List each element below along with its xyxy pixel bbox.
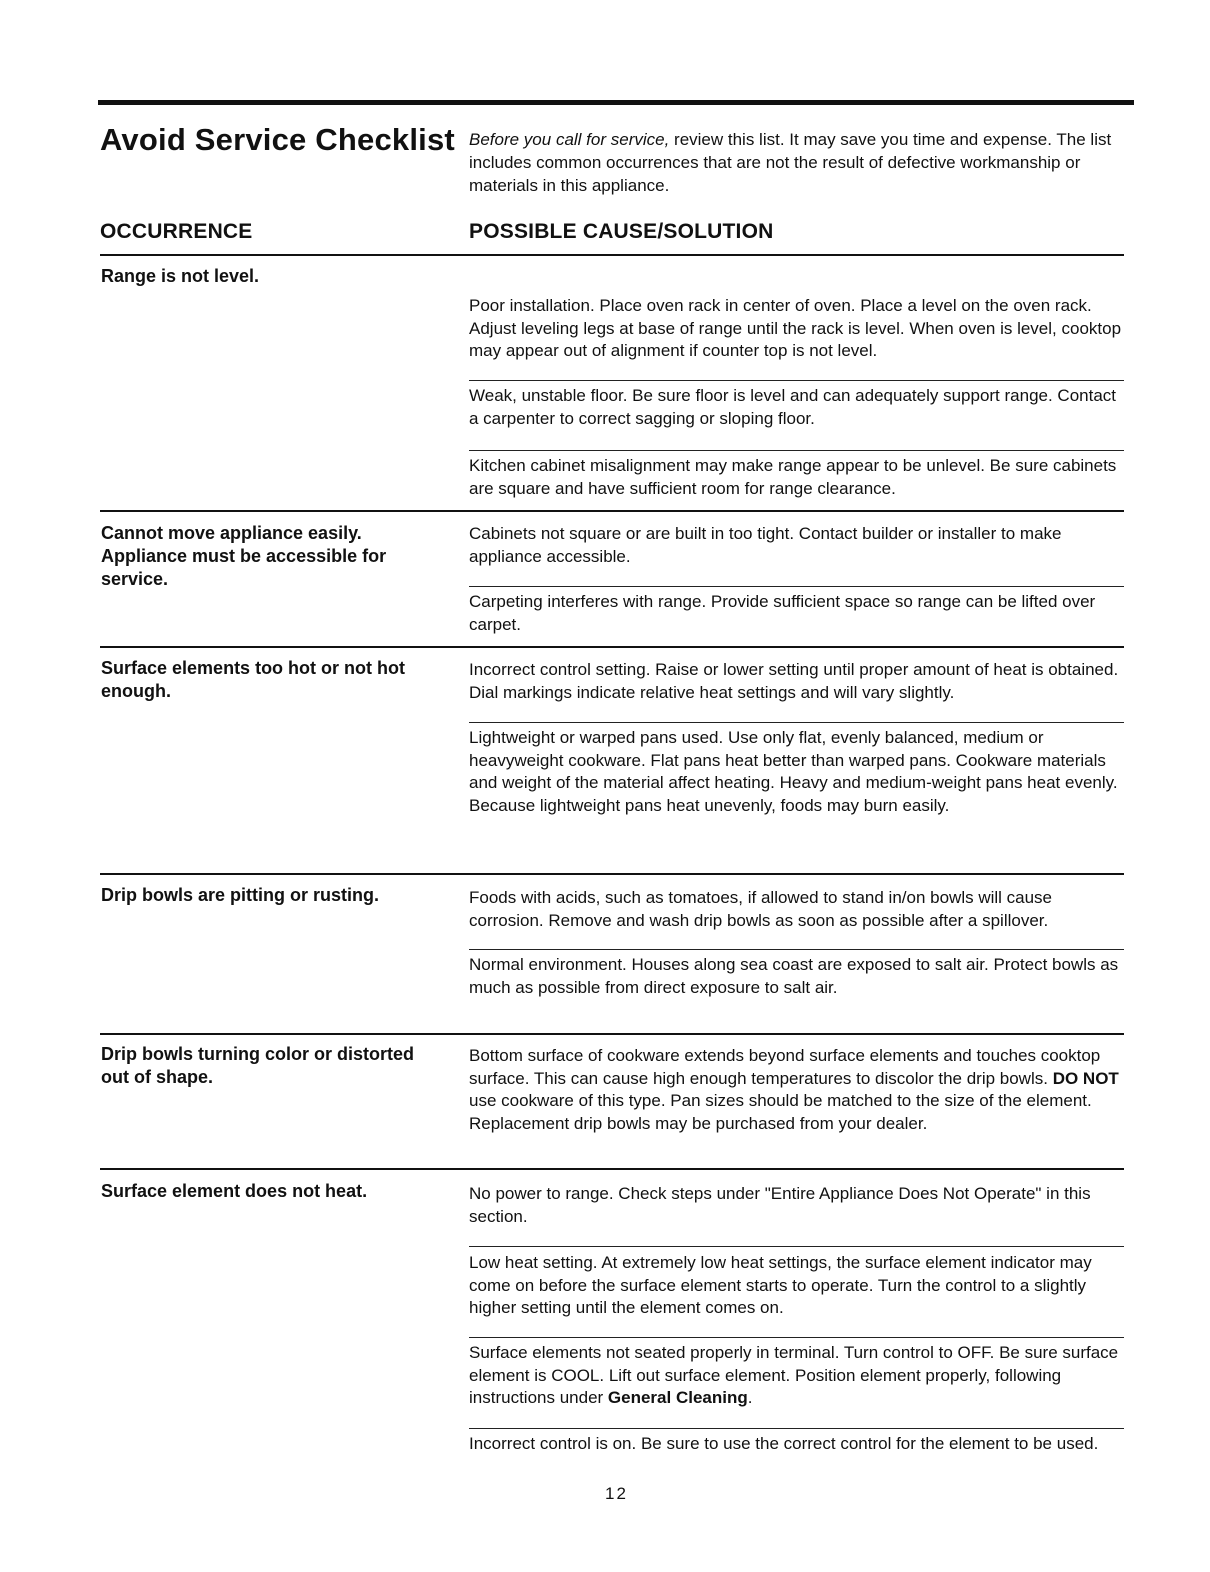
solution-divider bbox=[469, 1246, 1124, 1247]
section-rule bbox=[100, 1168, 1124, 1170]
solution-item: Low heat setting. At extremely low heat settings, the surface element indicator may come on before the surface element starts to operate. Turn the control to a slightly higher setting until the element comes on. bbox=[469, 1253, 1092, 1317]
solution-divider bbox=[469, 949, 1124, 950]
intro-lead: Before you call for service, bbox=[469, 130, 670, 149]
solution-item: Poor installation. Place oven rack in center of oven. Place a level on the oven rack. Adjust leveling legs at base of range until the rack is level. When oven is level, cooktop may appear out of alignment if counter top is not level. bbox=[469, 296, 1122, 360]
solution-item: Incorrect control setting. Raise or lower setting until proper amount of heat is obtained. Dial markings indicate relative heat settings and will vary slightly. bbox=[469, 660, 1119, 702]
solution-emphasis: DO NOT bbox=[1052, 1068, 1119, 1088]
solution-divider bbox=[469, 450, 1124, 451]
occurrence-label: Range is not level. bbox=[101, 266, 260, 286]
occurrence-label: Surface elements too hot or not hot enough. bbox=[101, 658, 406, 701]
occurrence-label: Surface element does not heat. bbox=[101, 1181, 368, 1201]
solution-text: Bottom surface of cookware extends beyond surface elements and touches cooktop surface. This can cause high enough temperatures to discolor the drip bowls. bbox=[469, 1046, 1101, 1088]
solution-text: Surface elements not seated properly in terminal. Turn control to OFF. Be sure surface element is COOL. Lift out surface element. Position element properly, following instructions under bbox=[469, 1343, 1119, 1407]
solution-column-heading: POSSIBLE CAUSE/SOLUTION bbox=[469, 220, 774, 243]
solution-text: . bbox=[747, 1388, 753, 1407]
solution-item bbox=[469, 1342, 1124, 1410]
solution-divider bbox=[469, 380, 1124, 381]
solution-divider bbox=[469, 586, 1124, 587]
solution-item: Cabinets not square or are built in too tight. Contact builder or installer to make appliance accessible. bbox=[469, 524, 1062, 566]
top-rule bbox=[98, 100, 1134, 105]
solution-item: No power to range. Check steps under "Entire Appliance Does Not Operate" in this section. bbox=[469, 1184, 1091, 1226]
solution-divider bbox=[469, 722, 1124, 723]
solution-divider bbox=[469, 1337, 1124, 1338]
solution-text: use cookware of this type. Pan sizes should be matched to the size of the element. Replacement drip bowls may be purchased from your dealer. bbox=[469, 1091, 1092, 1133]
solution-item: Lightweight or warped pans used. Use only flat, evenly balanced, medium or heavyweight cookware. Flat pans heat better than warped pans. Cookware materials and weight of the material affect heating. Heavy and medium-weight pans heat evenly. Because lightweight pans heat unevenly, foods may burn easily. bbox=[469, 728, 1118, 815]
page-number: 12 bbox=[605, 1484, 628, 1503]
solution-item: Incorrect control is on. Be sure to use the correct control for the element to be used. bbox=[469, 1434, 1099, 1453]
occurrence-label: Drip bowls are pitting or rusting. bbox=[101, 885, 380, 905]
solution-item: Foods with acids, such as tomatoes, if allowed to stand in/on bowls will cause corrosion. Remove and wash drip bowls as soon as possible after a spillover. bbox=[469, 888, 1053, 930]
section-rule bbox=[100, 510, 1124, 512]
solution-item: Weak, unstable floor. Be sure floor is level and can adequately support range. Contact a carpenter to correct sagging or sloping floor. bbox=[469, 386, 1117, 428]
intro-paragraph bbox=[469, 128, 1139, 197]
occurrence-label: Cannot move appliance easily. Appliance must be accessible for service. bbox=[101, 523, 387, 589]
solution-emphasis: General Cleaning bbox=[607, 1388, 748, 1407]
solution-item: Kitchen cabinet misalignment may make range appear to be unlevel. Be sure cabinets are square and have sufficient room for range clearance. bbox=[469, 456, 1117, 498]
section-rule bbox=[100, 254, 1124, 256]
solution-item bbox=[469, 1045, 1124, 1135]
section-rule bbox=[100, 873, 1124, 875]
occurrence-column-heading: OCCURRENCE bbox=[100, 220, 253, 243]
solution-item: Normal environment. Houses along sea coast are exposed to salt air. Protect bowls as much as possible from direct exposure to salt air. bbox=[469, 955, 1119, 997]
intro-text: review this list. It may save you time and expense. The list includes common occurrences that are not the result of defective workmanship or materials in this appliance. bbox=[469, 130, 1112, 195]
page-title: Avoid Service Checklist bbox=[100, 122, 455, 157]
solution-item: Carpeting interferes with range. Provide sufficient space so range can be lifted over carpet. bbox=[469, 592, 1096, 634]
section-rule bbox=[100, 1033, 1124, 1035]
solution-divider bbox=[469, 1428, 1124, 1429]
occurrence-label: Drip bowls turning color or distorted out of shape. bbox=[101, 1044, 414, 1087]
section-rule bbox=[100, 646, 1124, 648]
